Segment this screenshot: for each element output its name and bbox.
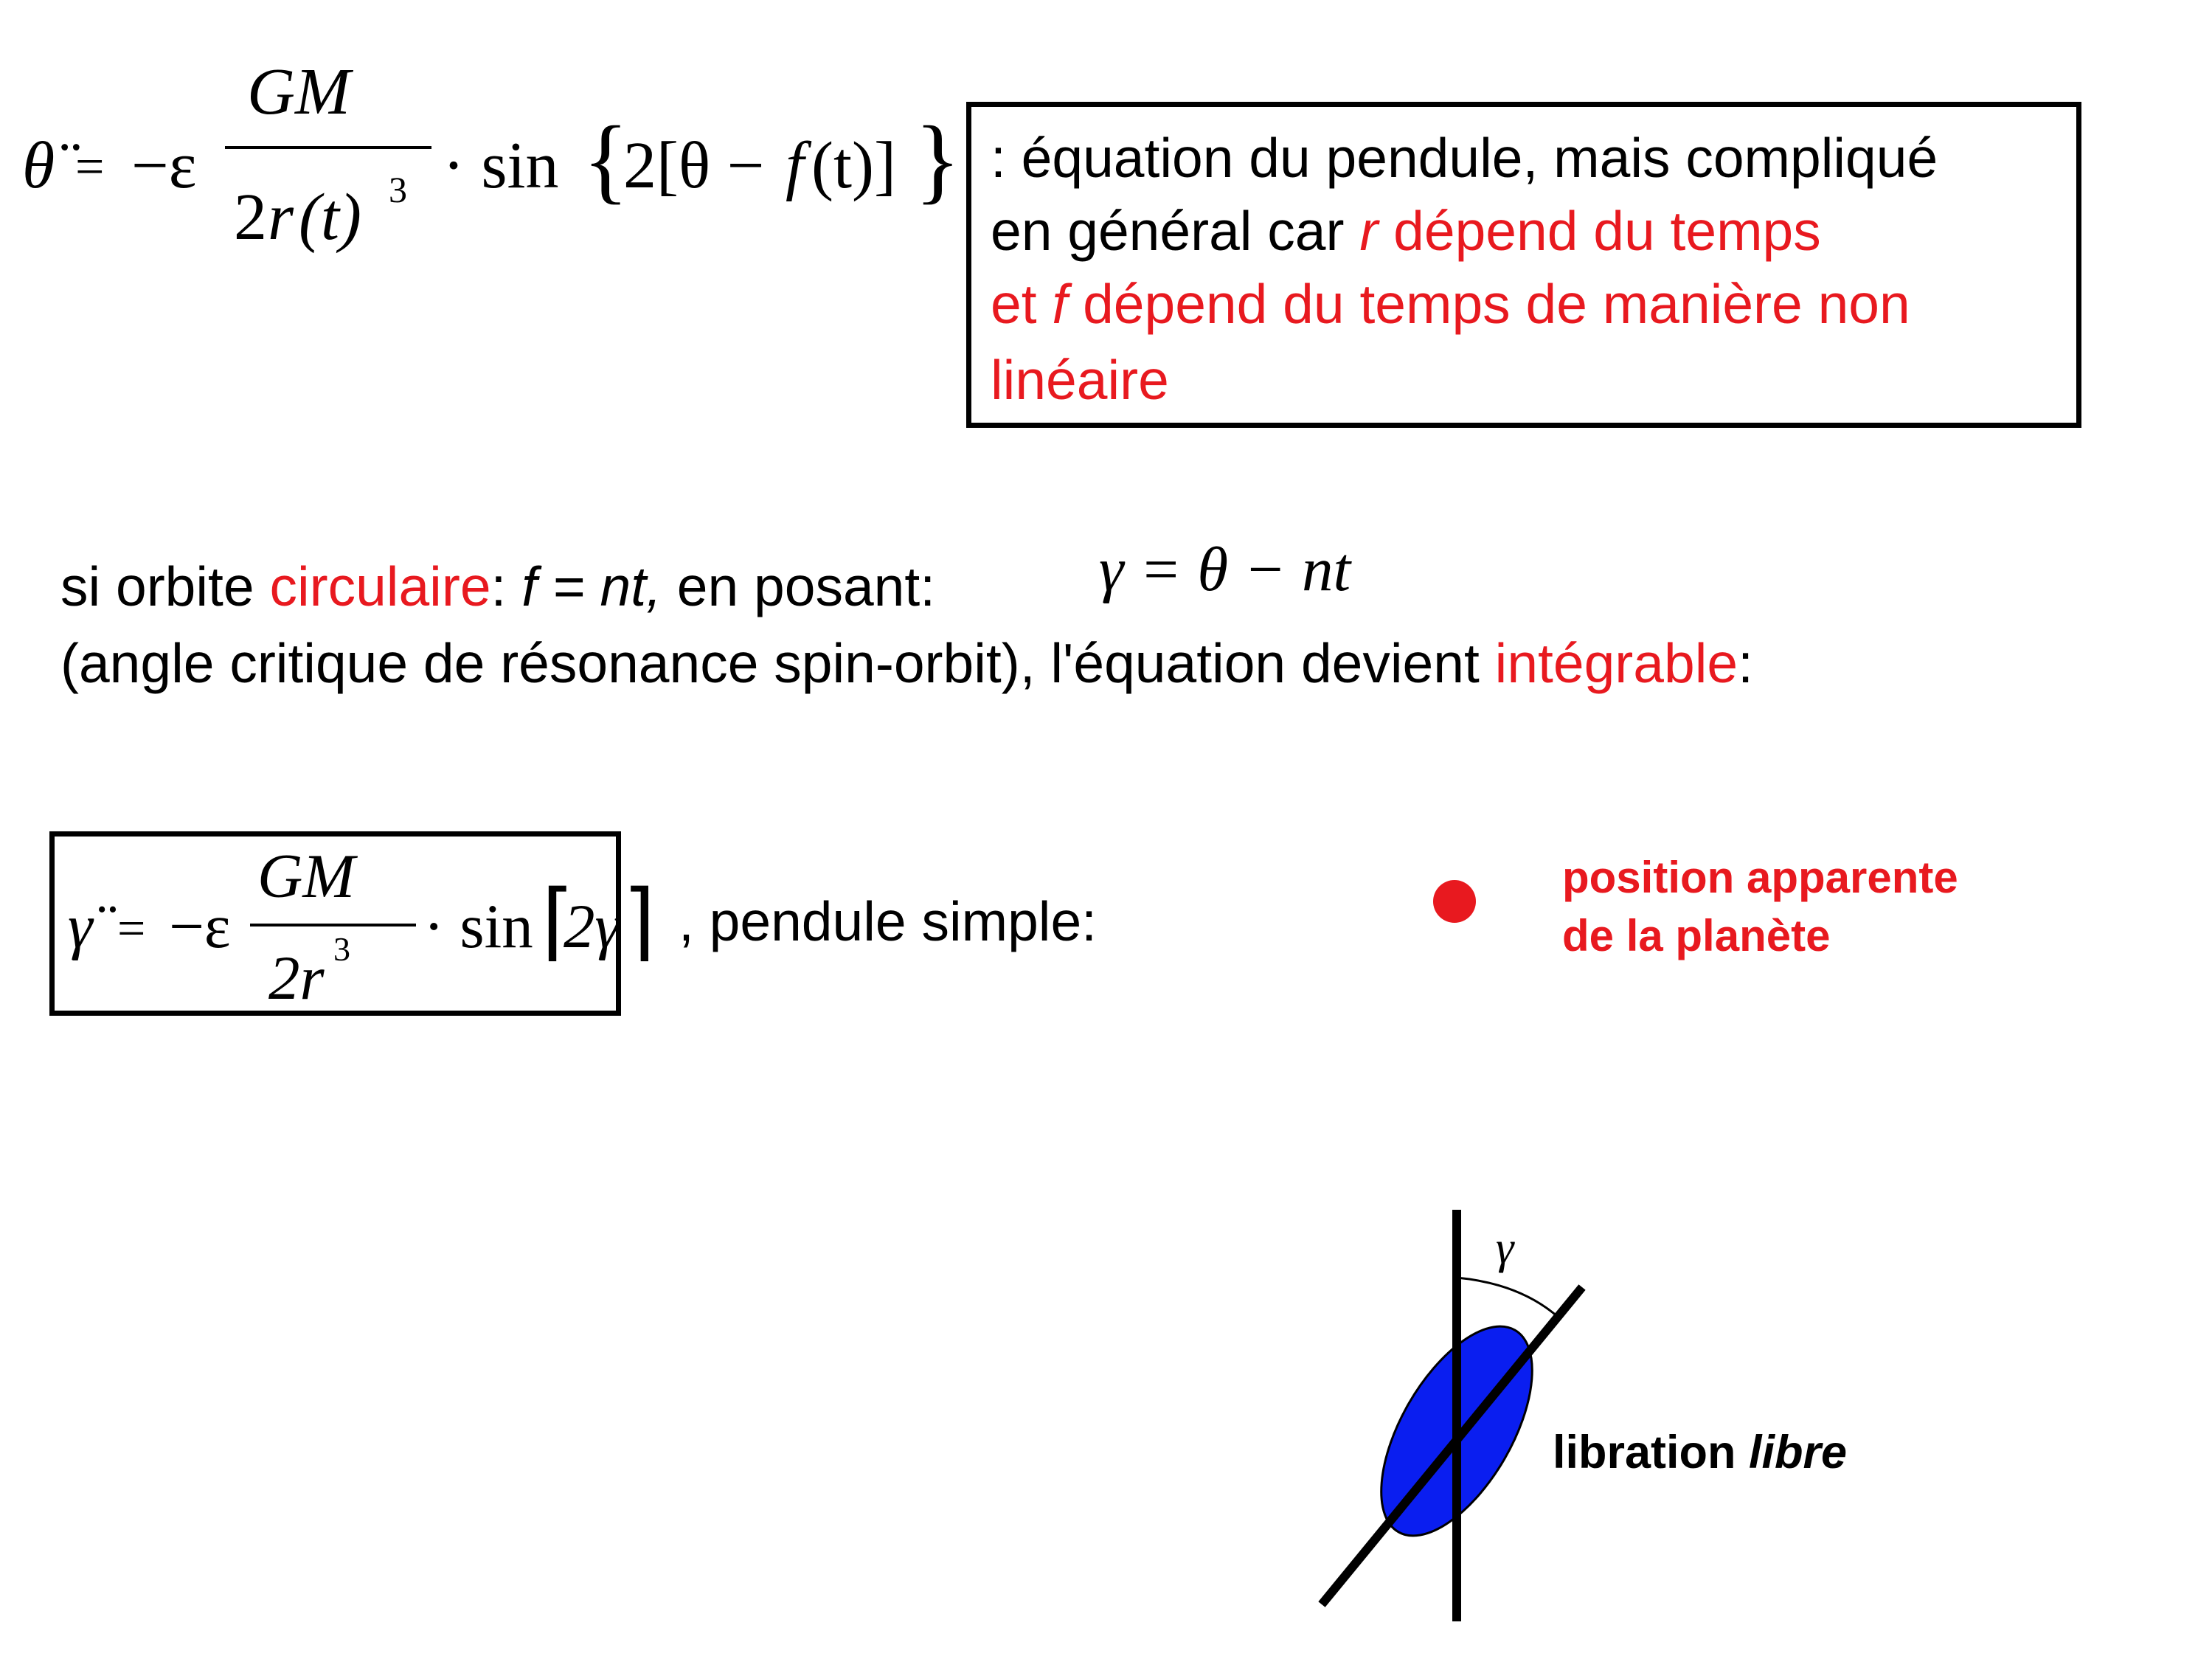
denominator-2: 2r (268, 943, 325, 1013)
fraction-bar-2 (250, 924, 416, 927)
circular-orbit-line (60, 555, 936, 617)
legend-line-1: position apparente (1562, 853, 1958, 902)
fraction-bar (225, 146, 431, 149)
explanation-line-4: linéaire (991, 349, 1169, 411)
minus-epsilon-2: −ε (169, 892, 231, 961)
argument-2gamma: 2γ (564, 892, 620, 961)
numerator: GM (247, 55, 350, 128)
bracket-open: ⌈ (541, 875, 575, 969)
numerator-2: GM (257, 842, 356, 911)
legend-label (1562, 848, 1958, 965)
en-posant: en posant: (661, 555, 936, 617)
circular-word: circulaire (269, 555, 491, 617)
angle-arc (1457, 1278, 1558, 1317)
planet-axis-line (1322, 1287, 1582, 1604)
integrable-word: intégrable (1494, 632, 1738, 694)
line3-text-b: dépend du temps de manière non (1067, 273, 1910, 335)
explanation-line-2 (991, 200, 1821, 262)
denominator-r: r (268, 181, 294, 254)
bracket-close: ⌉ (623, 875, 656, 969)
caption-libration: libration (1553, 1427, 1749, 1478)
denominator-exponent-2: 3 (333, 930, 350, 968)
circular-colon: : (490, 555, 522, 617)
libration-caption (1553, 1427, 1848, 1478)
brace-open: { (583, 107, 629, 213)
gamma-ddot: γ̈ (68, 892, 93, 961)
line2-text-b: dépend du temps (1378, 200, 1821, 262)
pendule-simple-label: , pendule simple: (679, 890, 1098, 952)
argument-f: f (786, 129, 805, 202)
circular-a: si orbite (60, 555, 270, 617)
critical-angle-line (60, 632, 1753, 694)
equals-sign: = (75, 139, 105, 195)
explanation-line-3 (991, 273, 1910, 335)
line2-r: r (1359, 200, 1379, 262)
explanation-line-1: : équation du pendule, mais compliqué (991, 127, 1938, 189)
explanation-box (966, 102, 2081, 428)
f-equals-nt: f = nt, (521, 555, 662, 617)
fraction-gm-over-2r3 (218, 44, 439, 280)
equation-pendulum-general (22, 44, 959, 280)
gamma-angle-label: γ (1496, 1223, 1514, 1273)
gamma-definition: γ = θ − nt (1099, 535, 1351, 604)
planet-position-dot (1433, 880, 1476, 923)
line2-text-a: en général car (991, 200, 1360, 262)
dot-sin-2: · sin (423, 892, 533, 961)
libration-diagram (1291, 1195, 1704, 1638)
line3-f: f (1052, 273, 1068, 335)
argument-t: (t)] (811, 129, 896, 202)
line3-text-a: et (991, 273, 1053, 335)
denominator-exponent: 3 (389, 169, 407, 210)
brace-close: } (915, 107, 961, 213)
dot-sin: · sin (443, 129, 559, 202)
critical-angle-text: (angle critique de résonance spin-orbit), l'équation devient (60, 632, 1495, 694)
theta-ddot: θ̈ (22, 129, 55, 202)
simple-pendulum-equation-box (49, 831, 656, 1016)
equals-sign-2: = (117, 900, 146, 956)
legend-line-2: de la planète (1562, 911, 1831, 961)
argument: 2[θ − (623, 129, 765, 202)
minus-epsilon: −ε (131, 129, 197, 202)
caption-libre: libre (1749, 1427, 1848, 1478)
critical-angle-colon: : (1738, 632, 1753, 694)
denominator-coef: 2 (234, 181, 267, 254)
denominator-t: (t) (299, 181, 361, 254)
